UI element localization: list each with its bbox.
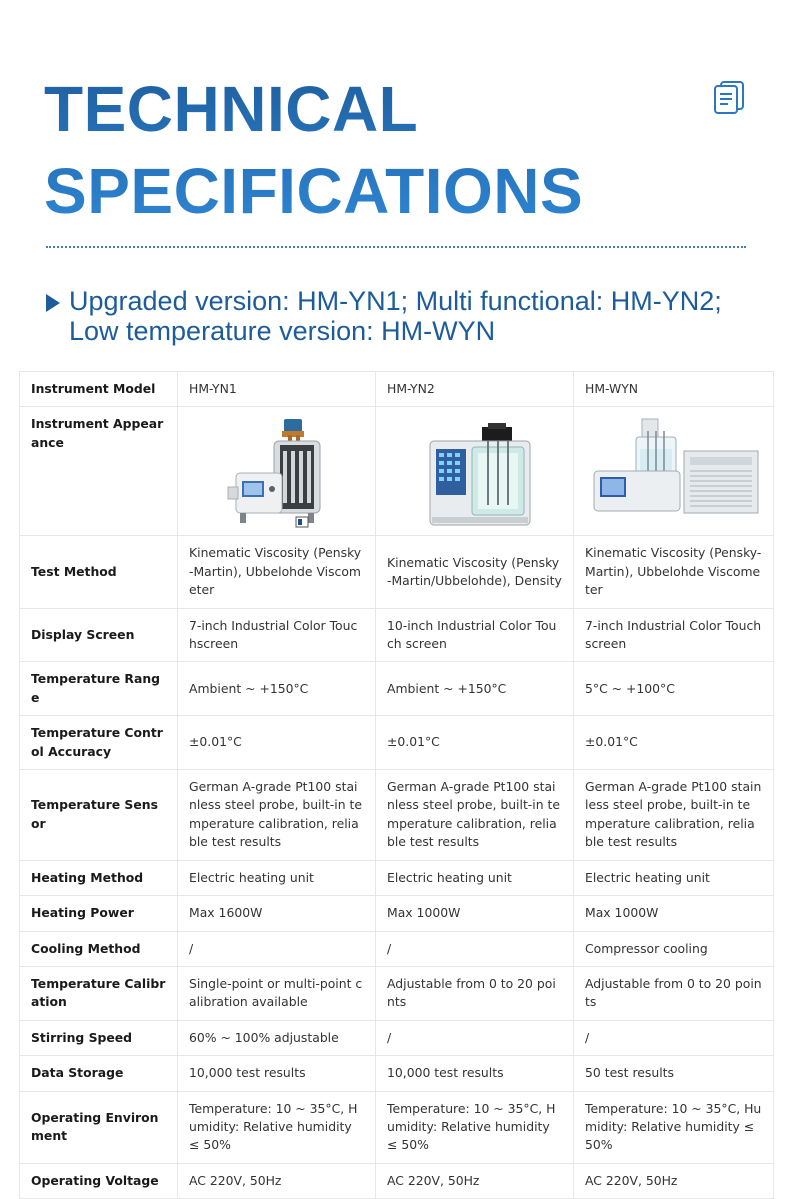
- table-cell: Compressor cooling: [574, 931, 774, 966]
- table-row: [20, 536, 774, 608]
- table-cell: Ambient ~ +150°C: [376, 662, 574, 716]
- table-cell: AC 220V, 50Hz: [376, 1163, 574, 1198]
- table-cell: 10,000 test results: [376, 1056, 574, 1091]
- row-label: Operating Environment: [20, 1091, 178, 1163]
- table-row: [20, 1020, 774, 1055]
- viscometer-hm-yn2-image: [384, 413, 565, 529]
- row-label: Temperature Calibration: [20, 966, 178, 1020]
- table-cell: Adjustable from 0 to 20 points: [574, 966, 774, 1020]
- title-line-2: SPECIFICATIONS: [44, 155, 584, 227]
- row-label: Stirring Speed: [20, 1020, 178, 1055]
- table-row: [20, 770, 774, 861]
- table-cell: HM-YN1: [178, 372, 376, 407]
- table-cell: 60% ~ 100% adjustable: [178, 1020, 376, 1055]
- table-cell: /: [376, 931, 574, 966]
- table-cell: Electric heating unit: [376, 860, 574, 895]
- row-label: Instrument Appearance: [20, 407, 178, 536]
- table-row: [20, 931, 774, 966]
- table-cell: ±0.01°C: [376, 716, 574, 770]
- table-cell: Kinematic Viscosity (Pensky-Martin/Ubbelohde), Density: [376, 536, 574, 608]
- table-row: [20, 608, 774, 662]
- row-label: Test Method: [20, 536, 178, 608]
- table-cell: Ambient ~ +150°C: [178, 662, 376, 716]
- subtitle-text: Upgraded version: HM-YN1; Multi functional: HM-YN2; Low temperature version: HM-WYN: [69, 286, 722, 346]
- table-cell: /: [376, 1020, 574, 1055]
- section-divider: [46, 246, 746, 248]
- table-cell: HM-YN2: [376, 372, 574, 407]
- table-cell: Adjustable from 0 to 20 points: [376, 966, 574, 1020]
- table-row: [20, 966, 774, 1020]
- table-cell: 10,000 test results: [178, 1056, 376, 1091]
- table-cell: Kinematic Viscosity (Pensky-Martin), Ubbelohde Viscometer: [574, 536, 774, 608]
- table-cell: /: [178, 931, 376, 966]
- row-label: Temperature Sensor: [20, 770, 178, 861]
- table-row: [20, 407, 774, 536]
- table-row: [20, 662, 774, 716]
- table-cell: German A-grade Pt100 stainless steel probe, built-in temperature calibration, reliable test results: [376, 770, 574, 861]
- row-label: Operating Voltage: [20, 1163, 178, 1198]
- table-row: [20, 896, 774, 931]
- table-row: [20, 716, 774, 770]
- table-cell: ±0.01°C: [178, 716, 376, 770]
- table-cell: Temperature: 10 ~ 35°C, Humidity: Relative humidity ≤ 50%: [574, 1091, 774, 1163]
- row-label: Temperature Control Accuracy: [20, 716, 178, 770]
- instrument-image-cell: [376, 407, 574, 536]
- table-cell: HM-WYN: [574, 372, 774, 407]
- document-copy-icon: [712, 80, 748, 114]
- viscometer-hm-yn1-image: [186, 413, 367, 529]
- table-cell: German A-grade Pt100 stainless steel probe, built-in temperature calibration, reliable test results: [178, 770, 376, 861]
- instrument-image-cell: [574, 407, 774, 536]
- row-label: Cooling Method: [20, 931, 178, 966]
- page-title: [44, 68, 583, 232]
- table-row: [20, 372, 774, 407]
- table-cell: Single-point or multi-point calibration available: [178, 966, 376, 1020]
- viscometer-hm-wyn-image: [582, 413, 765, 529]
- table-row: [20, 1091, 774, 1163]
- table-cell: /: [574, 1020, 774, 1055]
- table-cell: 7-inch Industrial Color Touchscreen: [178, 608, 376, 662]
- table-cell: Max 1000W: [574, 896, 774, 931]
- table-cell: Temperature: 10 ~ 35°C, Humidity: Relative humidity ≤ 50%: [178, 1091, 376, 1163]
- table-cell: 5°C ~ +100°C: [574, 662, 774, 716]
- title-line-1: TECHNICAL: [44, 73, 419, 145]
- table-cell: 50 test results: [574, 1056, 774, 1091]
- table-cell: Max 1000W: [376, 896, 574, 931]
- table-cell: AC 220V, 50Hz: [178, 1163, 376, 1198]
- table-cell: Electric heating unit: [178, 860, 376, 895]
- table-cell: AC 220V, 50Hz: [574, 1163, 774, 1198]
- section-subtitle: [46, 286, 746, 346]
- table-cell: 10-inch Industrial Color Touch screen: [376, 608, 574, 662]
- row-label: Temperature Range: [20, 662, 178, 716]
- table-cell: Max 1600W: [178, 896, 376, 931]
- table-cell: 7-inch Industrial Color Touchscreen: [574, 608, 774, 662]
- table-row: [20, 1056, 774, 1091]
- table-cell: Electric heating unit: [574, 860, 774, 895]
- row-label: Heating Power: [20, 896, 178, 931]
- table-cell: ±0.01°C: [574, 716, 774, 770]
- row-label: Data Storage: [20, 1056, 178, 1091]
- spec-table: [19, 371, 774, 1199]
- instrument-image-cell: [178, 407, 376, 536]
- table-cell: German A-grade Pt100 stainless steel probe, built-in temperature calibration, reliable test results: [574, 770, 774, 861]
- table-cell: Kinematic Viscosity (Pensky-Martin), Ubbelohde Viscometer: [178, 536, 376, 608]
- table-row: [20, 1163, 774, 1198]
- triangle-bullet-icon: [46, 294, 60, 312]
- table-cell: Temperature: 10 ~ 35°C, Humidity: Relative humidity ≤ 50%: [376, 1091, 574, 1163]
- row-label: Instrument Model: [20, 372, 178, 407]
- row-label: Display Screen: [20, 608, 178, 662]
- table-row: [20, 860, 774, 895]
- row-label: Heating Method: [20, 860, 178, 895]
